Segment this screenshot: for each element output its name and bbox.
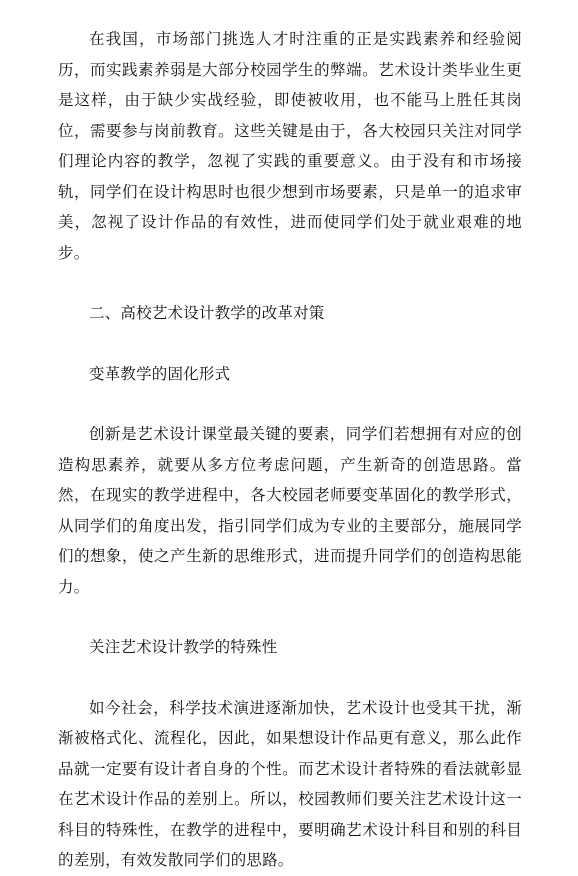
subheading-change-teaching-form: 变革教学的固化形式	[89, 364, 231, 383]
paragraph-particularity: 如今社会，科学技术演进逐渐加快，艺术设计也受其干扰，渐渐被格式化、流程化，因此，如果想设计作品更有意义，那么此作品就一定要有设计者自身的个性。而艺术设计者特殊的看法就彰显在艺术设计作品的差别上。所以，校园教师们要关注艺术设计这一科目的特殊性，在教学的进程中，要明确艺术设计科目和别的科目的差别，有效发散同学们的思路。	[58, 698, 522, 869]
paragraph-innovation: 创新是艺术设计课堂最关键的要素，同学们若想拥有对应的创造构思素养，就要从多方位考虑问题，产生新奇的创造思路。當然，在现实的教学进程中，各大校园老师要变革固化的教学形式，从同学们的角度出发，指引同学们成为专业的主要部分，施展同学们的想象，使之产生新的思维形式，进而提升同学们的创造构思能力。	[58, 425, 522, 596]
paragraph-practice-experience: 在我国，市场部门挑选人才时注重的正是实践素养和经验阅历，而实践素养弱是大部分校园学生的弊端。艺术设计类毕业生更是这样，由于缺少实战经验，即使被收用，也不能马上胜任其岗位，需要参与岗前教育。这些关键是由于，各大校园只关注对同学们理论内容的教学，忽视了实践的重要意义。由于没有和市场接轨，同学们在设计构思时也很少想到市场要素，只是单一的追求审美，忽视了设计作品的有效性，进而使同学们处于就业艰难的地步。	[58, 30, 522, 262]
section-heading-reform-strategies: 二、高校艺术设计教学的改革对策	[89, 304, 325, 322]
subheading-particularity: 关注艺术设计教学的特殊性	[89, 638, 278, 656]
